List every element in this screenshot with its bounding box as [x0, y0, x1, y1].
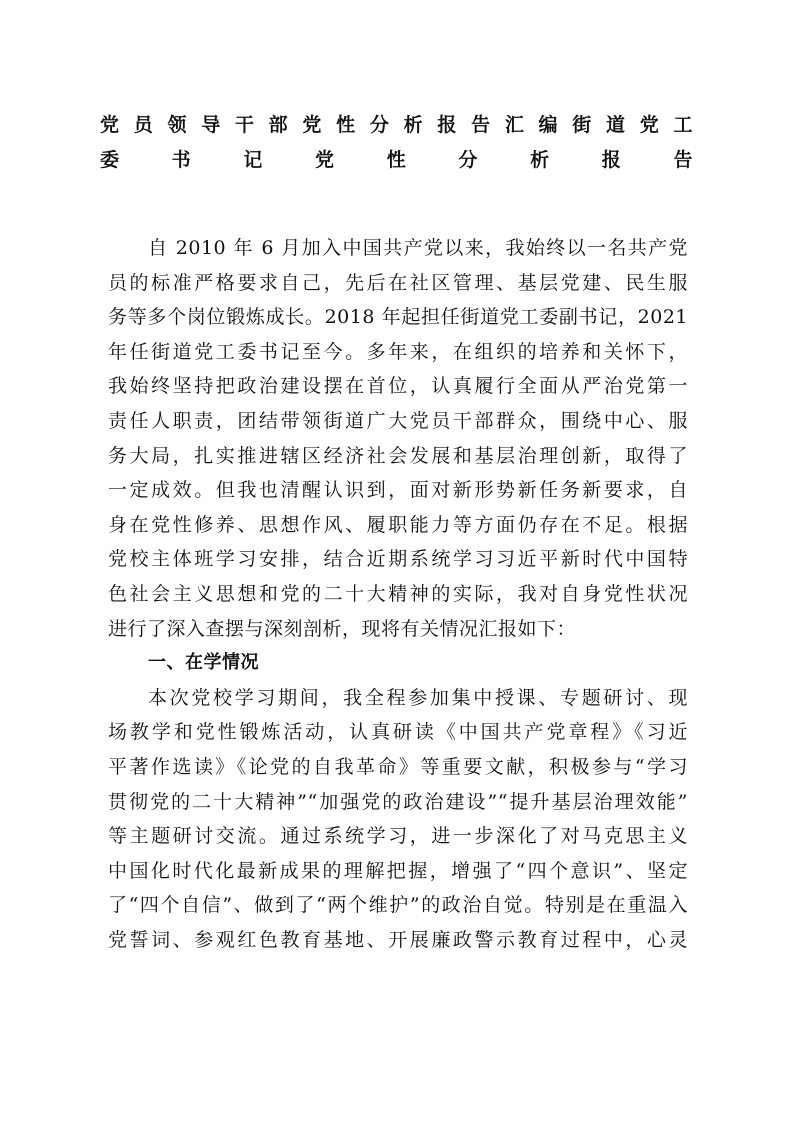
paragraph-line: 了“四个自信”、做到了“两个维护”的政治自觉。特别是在重温入: [108, 894, 688, 917]
section1-paragraph: [108, 681, 688, 958]
paragraph-line: 等主题研讨交流。通过系统学习，进一步深化了对马克思主义: [108, 825, 688, 848]
document-body: [108, 231, 688, 957]
paragraph-line: 责任人职责，团结带领街道广大党员干部群众，围绕中心、服: [108, 409, 688, 432]
paragraph-line: 员的标准严格要求自己，先后在社区管理、基层党建、民生服: [108, 271, 688, 294]
paragraph-line: 党校主体班学习安排，结合近期系统学习习近平新时代中国特: [108, 548, 688, 571]
paragraph-line: 本次党校学习期间，我全程参加集中授课、专题研讨、现: [148, 686, 688, 709]
paragraph-line: 一定成效。但我也清醒认识到，面对新形势新任务新要求，自: [108, 479, 688, 502]
paragraph-line: 场教学和党性锻炼活动，认真研读《中国共产党章程》《习近: [108, 721, 688, 744]
title-line-2: 委书记党性分析报告: [100, 148, 693, 171]
paragraph-line: 自 2010 年 6 月加入中国共产党以来，我始终以一名共产党: [148, 237, 688, 259]
section-heading: 一、在学情况: [148, 652, 259, 674]
paragraph-line: 贯彻党的二十大精神”“加强党的政治建设”“提升基层治理效能”: [108, 790, 688, 813]
paragraph-line: 年任街道党工委书记至今。多年来，在组织的培养和关怀下，: [108, 340, 688, 363]
paragraph-line: 中国化时代化最新成果的理解把握，增强了“四个意识”、坚定: [108, 859, 688, 882]
document-title: [100, 108, 693, 177]
paragraph-line: 平著作选读》《论党的自我革命》等重要文献，积极参与“学习: [108, 755, 688, 778]
paragraph-line: 务等多个岗位锻炼成长。2018 年起担任街道党工委副书记，2021: [108, 306, 688, 329]
paragraph-line: 我始终坚持把政治建设摆在首位，认真履行全面从严治党第一: [108, 375, 688, 398]
paragraph-line: 党誓词、参观红色教育基地、开展廉政警示教育过程中，心灵: [108, 928, 688, 951]
title-line-1: 党员领导干部党性分析报告汇编街道党工: [100, 114, 693, 136]
intro-paragraph: [108, 231, 688, 646]
paragraph-line: 身在党性修养、思想作风、履职能力等方面仍存在不足。根据: [108, 513, 688, 536]
paragraph-line: 务大局，扎实推进辖区经济社会发展和基层治理创新，取得了: [108, 444, 688, 467]
paragraph-line: 进行了深入查摆与深刻剖析，现将有关情况汇报如下：: [108, 617, 577, 640]
paragraph-line: 色社会主义思想和党的二十大精神的实际，我对自身党性状况: [108, 582, 688, 605]
